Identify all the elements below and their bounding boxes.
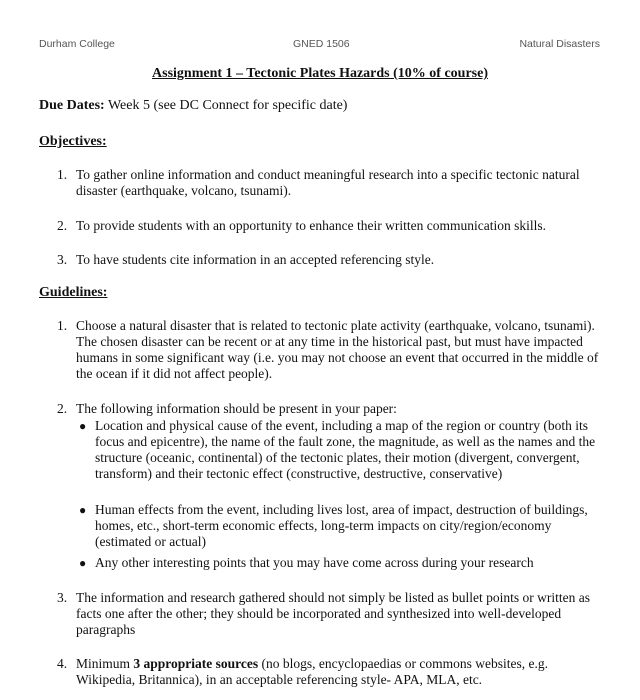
bullet-text: Location and physical cause of the event, including a map of the region or country (both its focus and epicentre), the name of the fault zone, the magnitude, as well as the names and the structure (oceanic, continental) of the tectonic plates, their motion (divergent, convergent, transform) and their tectonic effect (constructive, destructive, conservative) bbox=[95, 418, 596, 481]
list-number: 3. bbox=[57, 590, 68, 605]
due-dates bbox=[39, 98, 347, 114]
guideline-text-pre: Minimum bbox=[76, 656, 134, 671]
bullet-text: Human effects from the event, including lives lost, area of impact, destruction of buildings, homes, etc., short-term economic effects, long-term impacts on city/region/economy (estimated or actual) bbox=[95, 502, 588, 549]
list-number: 2. bbox=[57, 218, 68, 233]
due-dates-text: Week 5 (see DC Connect for specific date) bbox=[104, 98, 348, 113]
objective-text: To provide students with an opportunity to enhance their written communication skills. bbox=[76, 218, 546, 233]
bullet-item bbox=[79, 555, 604, 571]
header-course-code: GNED 1506 bbox=[293, 38, 350, 50]
objective-item bbox=[57, 218, 602, 234]
list-number: 1. bbox=[57, 318, 68, 333]
assignment-title: Assignment 1 – Tectonic Plates Hazards (10% of course) bbox=[152, 66, 488, 81]
objective-item bbox=[57, 252, 602, 268]
bullet-icon: ● bbox=[79, 419, 87, 433]
list-number: 1. bbox=[57, 167, 68, 182]
header-college: Durham College bbox=[39, 38, 115, 50]
bullet-item bbox=[79, 418, 604, 482]
guideline-text: The information and research gathered should not simply be listed as bullet points or written as facts one after the other; they should be incorporated and synthesized into well-developed paragraphs bbox=[76, 590, 591, 637]
guideline-text-post: (no blogs, encyclopaedias or commons websites, e.g. Wikipedia, Britannica), in an acceptable referencing style- APA, MLA, etc. bbox=[76, 656, 548, 687]
list-number: 3. bbox=[57, 252, 68, 267]
header-course-name: Natural Disasters bbox=[519, 38, 600, 50]
guideline-text: Choose a natural disaster that is related to tectonic plate activity (earthquake, volcano, tsunami). The chosen disaster can be recent or at any time in the historical past, but must have impacted humans in some significant way (i.e. you may not choose an event that occurred in the middle of the ocean if it did not affect people). bbox=[76, 318, 599, 381]
bullet-item bbox=[79, 502, 604, 550]
objective-text: To gather online information and conduct meaningful research into a specific tectonic natural disaster (earthquake, volcano, tsunami). bbox=[76, 167, 580, 198]
bullet-icon: ● bbox=[79, 556, 87, 570]
objective-text: To have students cite information in an accepted referencing style. bbox=[76, 252, 435, 267]
objectives-heading: Objectives: bbox=[39, 134, 107, 149]
list-number: 2. bbox=[57, 401, 68, 416]
page-header bbox=[39, 38, 600, 52]
guideline-text bbox=[76, 656, 602, 688]
guideline-item bbox=[57, 590, 602, 638]
bullet-text: Any other interesting points that you may have come across during your research bbox=[95, 555, 534, 570]
guideline-item bbox=[57, 401, 602, 417]
guideline-item bbox=[57, 318, 602, 382]
due-dates-label: Due Dates: bbox=[39, 98, 105, 113]
objective-item bbox=[57, 167, 602, 199]
guideline-text: The following information should be present in your paper: bbox=[76, 401, 397, 416]
guideline-text-bold: 3 appropriate sources bbox=[133, 656, 259, 671]
guideline-item bbox=[57, 656, 602, 688]
list-number: 4. bbox=[57, 656, 68, 671]
bullet-icon: ● bbox=[79, 503, 87, 517]
guidelines-heading: Guidelines: bbox=[39, 285, 108, 300]
